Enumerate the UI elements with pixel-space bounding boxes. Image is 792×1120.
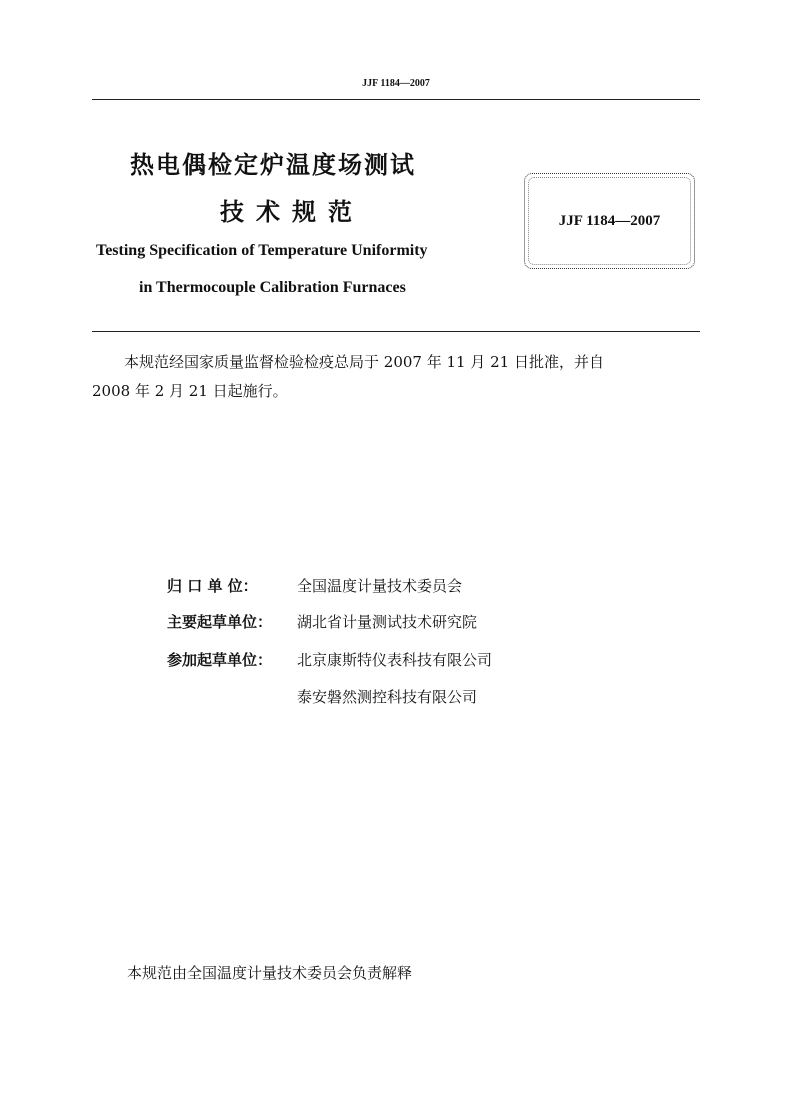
org-label: 主要起草单位：	[167, 613, 273, 631]
approval-statement-cont	[92, 377, 702, 406]
approval-line-2: 2008 年 2 月 21 日起施行。	[92, 382, 288, 400]
header-rule	[92, 99, 700, 100]
standard-code: JJF 1184—2007	[558, 212, 661, 229]
title-rule	[92, 331, 700, 332]
org-value: 全国温度计量技术委员会	[297, 577, 463, 595]
interpretation-note: 本规范由全国温度计量技术委员会负责解释	[127, 964, 413, 982]
org-row-responsible	[167, 575, 462, 596]
org-value: 泰安磐然测控科技有限公司	[297, 688, 478, 706]
chinese-title-line-1: 热电偶检定炉温度场测试	[130, 151, 416, 179]
org-row-participating-drafter-2	[167, 686, 477, 707]
org-label: 参加起草单位：	[167, 651, 273, 669]
approval-line-1: 本规范经国家质量监督检验检疫总局于 2007 年 11 月 21 日批准，并自	[124, 353, 604, 371]
org-value: 湖北省计量测试技术研究院	[297, 613, 478, 631]
org-value: 北京康斯特仪表科技有限公司	[297, 651, 493, 669]
standard-code-box	[524, 173, 695, 269]
approval-statement	[92, 348, 702, 377]
chinese-title-line-2: 技术规范	[220, 198, 364, 226]
header-standard-code: JJF 1184—2007	[362, 78, 430, 89]
org-row-participating-drafter	[167, 649, 492, 670]
org-row-main-drafter	[167, 611, 477, 632]
english-title-line-2: in Thermocouple Calibration Furnaces	[139, 279, 406, 296]
english-title-line-1: Testing Specification of Temperature Uniformity	[96, 242, 428, 259]
org-label: 归 口 单 位：	[167, 577, 258, 595]
